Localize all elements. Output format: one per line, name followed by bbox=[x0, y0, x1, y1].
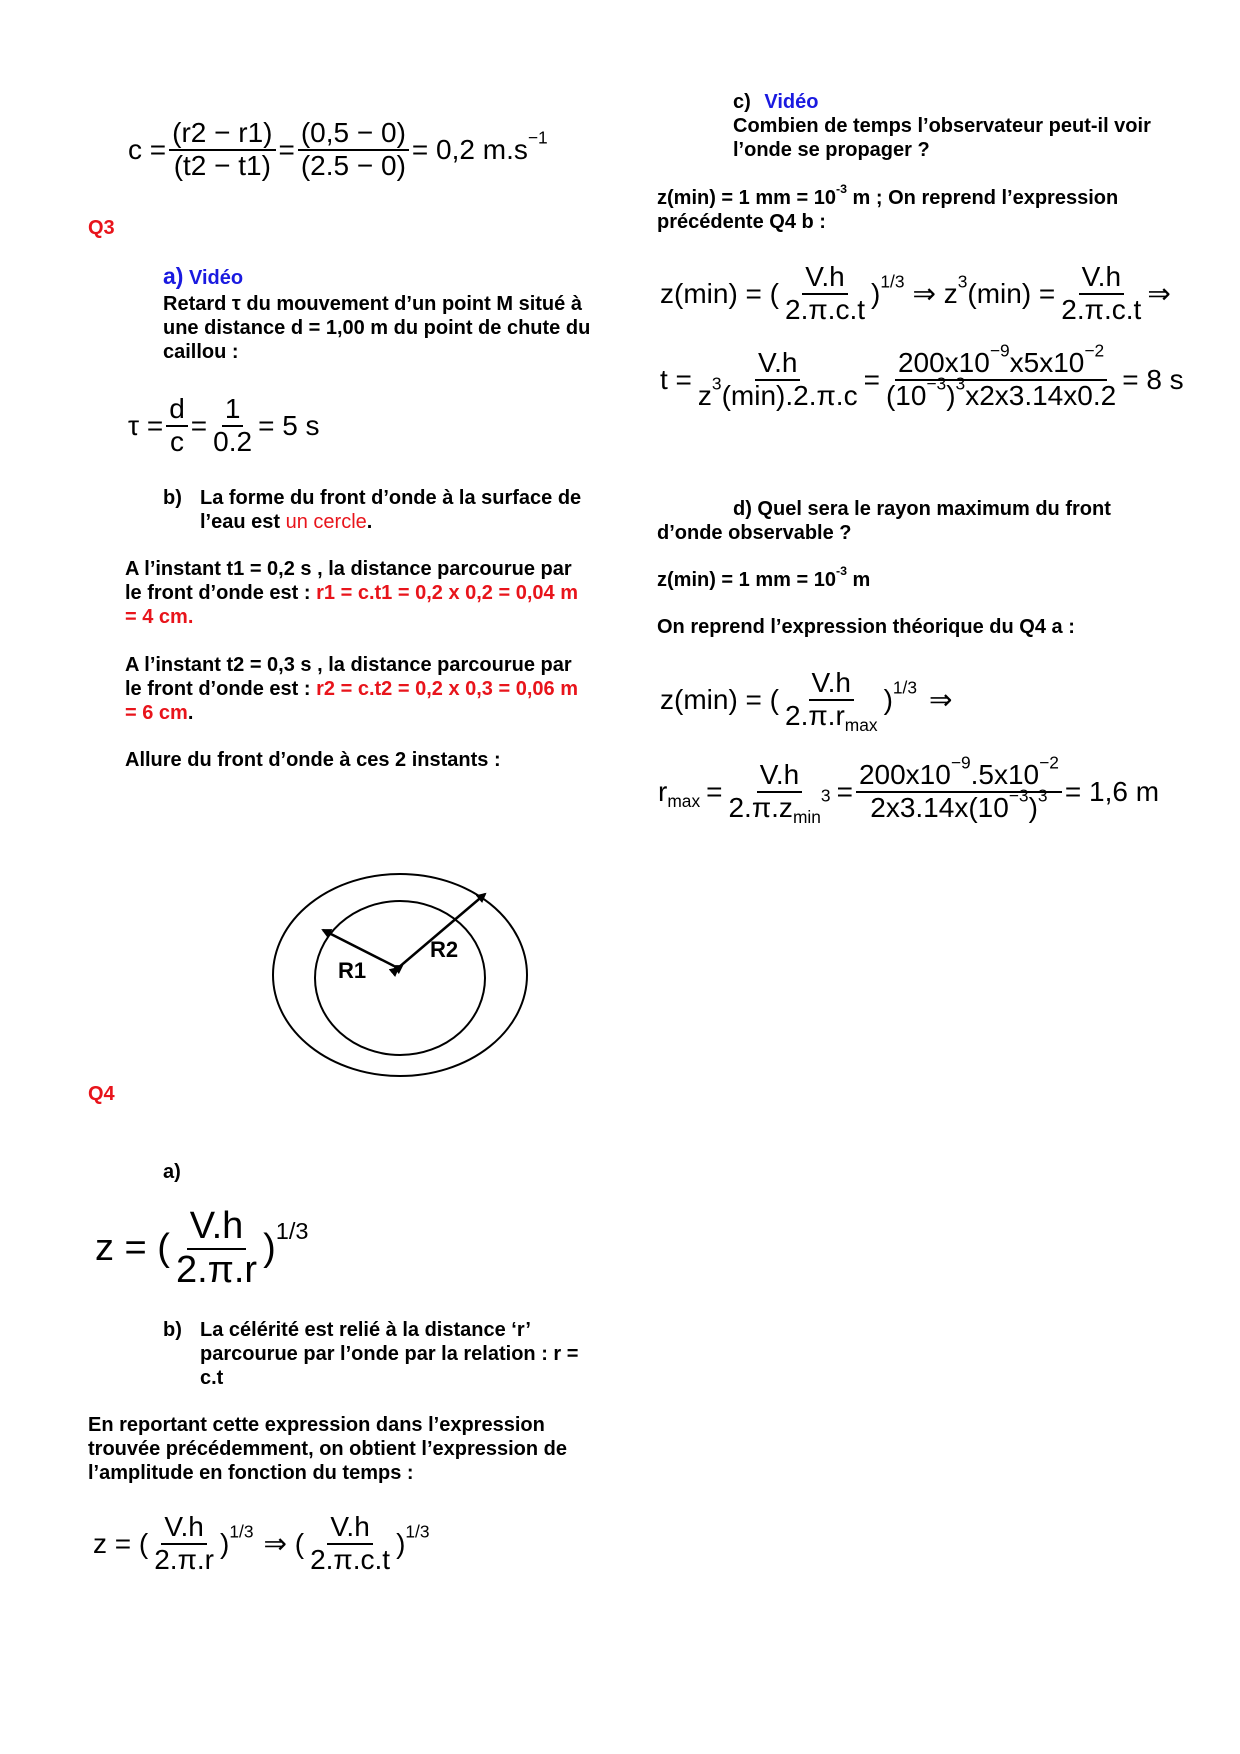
wave-front-diagram bbox=[270, 870, 540, 1080]
implies: ⇒ bbox=[929, 684, 953, 716]
fraction-1-02: $\frac{1}{0.2}$ bbox=[213, 393, 253, 457]
implies: ⇒ ( bbox=[263, 1528, 305, 1560]
fraction-ct: $\frac{V.h}{2.\pi.c.t}$ bbox=[310, 1511, 391, 1575]
z-time-equation: z = ( $\frac{V.h}{2.\pi.r}$ )$^{1/3}$ ⇒ ( $\frac{V.h}{2.\pi.c.t}$ )$^{1/3}$ bbox=[93, 1511, 430, 1575]
eq-lhs: z(min) = ( bbox=[660, 277, 779, 309]
eq-lhs: t = bbox=[660, 363, 692, 395]
qc-question: Combien de temps l’observateur peut-il voir l’onde se propager ? bbox=[733, 115, 1151, 161]
tau-equation bbox=[128, 394, 320, 458]
eq-sign: = bbox=[863, 363, 880, 395]
t-equation bbox=[660, 340, 1184, 412]
outer-circle bbox=[273, 874, 527, 1076]
implies: ⇒ bbox=[1147, 278, 1171, 310]
eq-lhs: c = bbox=[128, 133, 167, 165]
q3b-marker: b) bbox=[163, 487, 182, 509]
zmin-text: z(min) = 1 mm = $10^{-3}$ m ; On reprend l’expression précédente Q4 b : bbox=[657, 181, 1119, 233]
fraction-vh-2pir: $\frac{V.h}{2.\pi.r}$ bbox=[175, 1205, 258, 1291]
fraction-r: $\frac{V.h}{2.\pi.r}$ bbox=[154, 1511, 215, 1575]
eq-result: = 5 s bbox=[258, 409, 320, 441]
q3a-heading bbox=[163, 264, 243, 290]
r2-label: R2 bbox=[430, 937, 459, 962]
zmin-rmax-equation: z(min) = ( $\frac{V.h}{2.\pi.r_{max}}$ )$^{1/3}$ ⇒ bbox=[660, 667, 953, 735]
eq-lhs: τ = bbox=[128, 409, 164, 441]
eq-sign: = bbox=[278, 133, 295, 165]
qc-heading bbox=[733, 90, 818, 114]
eq-lhs: z = ( bbox=[95, 1227, 170, 1270]
eq-result: = 8 s bbox=[1122, 363, 1184, 395]
q3a-video: Vidéo bbox=[189, 267, 244, 289]
allure-text: Allure du front d’onde à ces 2 instants : bbox=[125, 749, 501, 771]
fraction-2: $\frac{(0,5 - 0)}{(2.5 - 0)}$ bbox=[298, 118, 409, 182]
r1-label: R1 bbox=[338, 958, 367, 983]
qc-video: Vidéo bbox=[764, 91, 819, 113]
celerity-equation bbox=[128, 118, 548, 182]
fraction-rmax: $\frac{V.h}{2.\pi.r_{max}}$ bbox=[785, 667, 878, 735]
eq-sign: = bbox=[190, 409, 208, 441]
eq-sign: = bbox=[706, 775, 723, 807]
q4a-marker: a) bbox=[163, 1161, 181, 1183]
q3a-text: Retard τ du mouvement d’un point M situé à une distance d = 1,00 m du point de chute du caillou : bbox=[163, 293, 591, 363]
q3b-text: La forme du front d’onde à la surface de l’eau est un cercle. bbox=[200, 487, 582, 533]
t1-paragraph: A l’instant t1 = 0,2 s , la distance parcourue par le front d’onde est : r1 = c.t1 = 0,2 x 0,2 = 0,04 m = 4 cm. bbox=[125, 558, 578, 628]
eq-sign: = bbox=[836, 775, 853, 807]
q3b-answer: un cercle bbox=[285, 511, 367, 533]
t2-answer: r2 = c.t2 = 0,2 x 0,3 = 0,06 m = 6 cm bbox=[125, 678, 578, 724]
eq-lhs: z = ( bbox=[93, 1527, 149, 1559]
fraction-d-c: $\frac{d}{c}$ bbox=[166, 394, 188, 458]
fraction-1: $\frac{(r2 - r1)}{(t2 - t1)}$ bbox=[169, 118, 275, 182]
zmin2-text: z(min) = 1 mm = $10^{-3}$ m bbox=[657, 563, 871, 591]
report-text: En reportant cette expression dans l’expression trouvée précédemment, on obtient l’expression de l’amplitude en fonction du temps : bbox=[88, 1414, 568, 1484]
eq-lhs: z(min) = ( bbox=[660, 683, 779, 715]
t1-answer: r1 = c.t1 = 0,2 x 0,2 = 0,04 m = 4 cm. bbox=[125, 582, 578, 628]
z-equation: z = ( $\frac{V.h}{2.\pi.r}$ )$^{1/3}$ bbox=[95, 1205, 309, 1291]
q4b-marker: b) bbox=[163, 1319, 182, 1341]
qd-question: d) Quel sera le rayon maximum du front d’onde observable ? bbox=[657, 498, 1111, 544]
fraction-zmin: $\frac{V.h}{2.\pi.z_{min}^3}$ bbox=[728, 759, 831, 827]
fraction-rmax-num: $\frac{200x10^{-9}.5x10^{-2}}{2x3.14x(10^{-3})^3}$ bbox=[856, 760, 1062, 824]
fraction-t-num: $\frac{200x10^{-9}x5x10^{-2}}{(10^{-3})^3x2x3.14x0.2}$ bbox=[885, 340, 1117, 411]
q3a-marker: a) bbox=[163, 263, 184, 289]
reprend-text: On reprend l’expression théorique du Q4 a : bbox=[657, 616, 1075, 638]
rmax-equation bbox=[658, 752, 1160, 827]
q4-label: Q4 bbox=[88, 1083, 115, 1105]
eq-result: = 0,2 $m.s^{-1}$ bbox=[411, 127, 548, 165]
fraction-ct: $\frac{V.h}{2.\pi.c.t}$ bbox=[785, 261, 866, 325]
eq-lhs: $r_{max}$ bbox=[658, 775, 701, 811]
t2-paragraph: A l’instant t2 = 0,3 s , la distance parcourue par le front d’onde est : r2 = c.t2 = 0,2 x 0,3 = 0,06 m = 6 cm. bbox=[125, 654, 578, 724]
eq-result: = 1,6 m bbox=[1064, 775, 1160, 807]
fraction-t: $\frac{V.h}{z^3(\min).2.\pi.c}$ bbox=[697, 347, 858, 411]
qc-marker: c) bbox=[733, 91, 751, 113]
q4b-text: La célérité est relié à la distance ‘r’ parcourue par l’onde par la relation : r = c.t bbox=[200, 1319, 579, 1389]
zmin-equation: z(min) = ( $\frac{V.h}{2.\pi.c.t}$ )$^{1/3}$ ⇒ $z^3(\min)$ = $\frac{V.h}{2.\pi.c.t}$ ⇒ bbox=[660, 261, 1171, 325]
q3-label: Q3 bbox=[88, 217, 115, 239]
fraction-ct-2: $\frac{V.h}{2.\pi.c.t}$ bbox=[1061, 261, 1142, 325]
